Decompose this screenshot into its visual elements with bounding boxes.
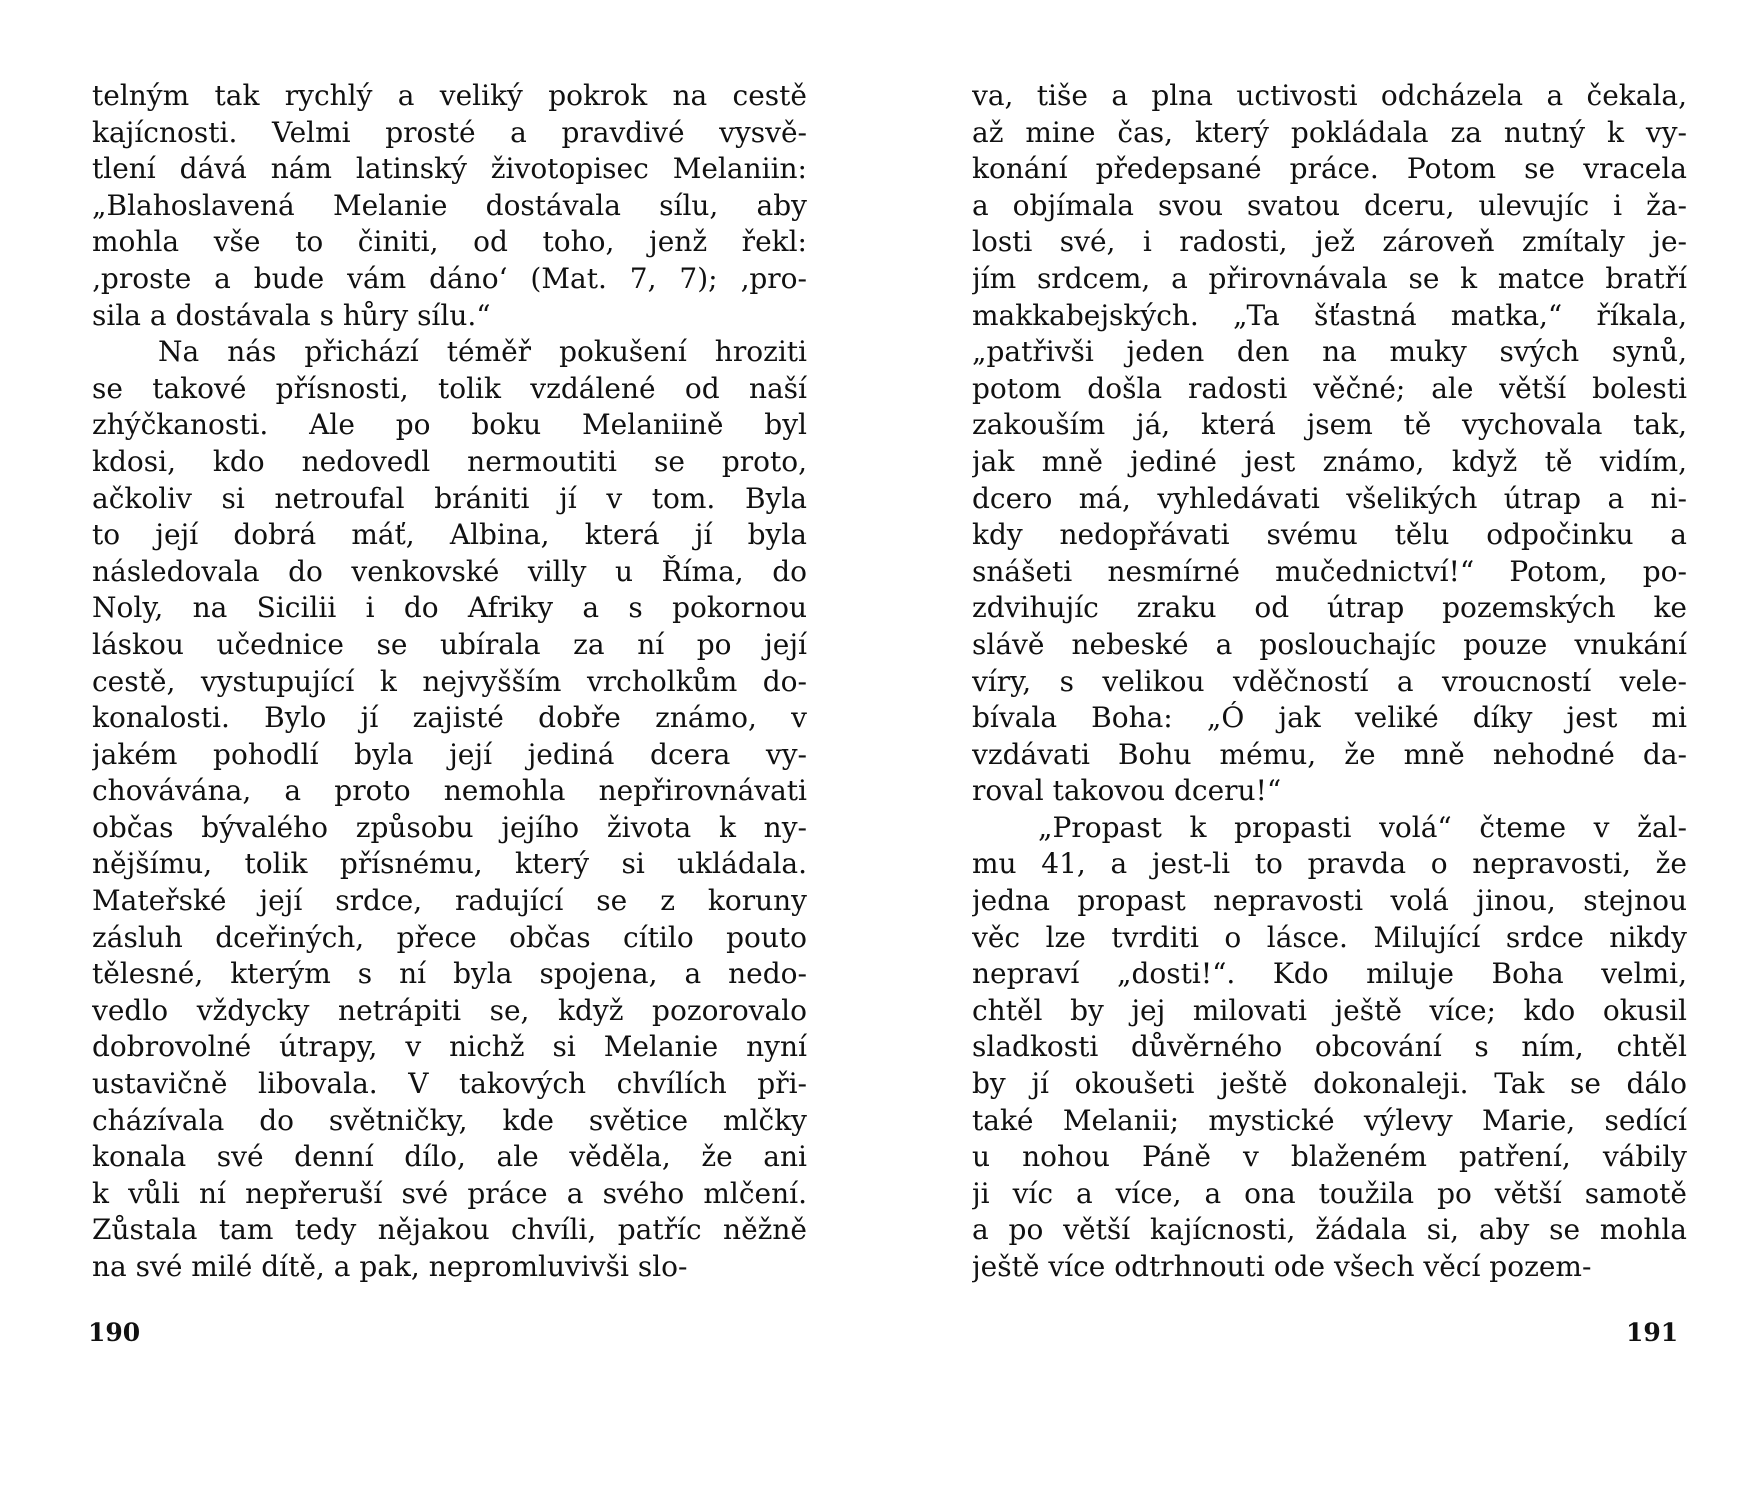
left-page-text <box>92 78 807 1286</box>
text-line: cestě, vystupující k nejvyšším vrcholkům do- <box>92 664 807 698</box>
text-line: tlení dává nám latinský životopisec Melaniin: <box>92 152 807 186</box>
text-line: ustavičně libovala. V takových chvílích při- <box>92 1067 807 1101</box>
text-line: zakouším já, která jsem tě vychovala tak, <box>972 408 1687 442</box>
text-line: Mateřské její srdce, radující se z koruny <box>92 884 807 918</box>
text-line: jakém pohodlí byla její jediná dcera vy- <box>92 737 807 771</box>
text-line: u nohou Páně v blaženém patření, vábily <box>972 1140 1687 1174</box>
text-line: kdosi, kdo nedovedl nermoutiti se proto, <box>92 444 807 478</box>
text-line: slávě nebeské a poslouchajíc pouze vnukání <box>972 627 1687 661</box>
text-line: roval takovou dceru!“ <box>972 774 1282 808</box>
text-line: jedna propast nepravosti volá jinou, stejnou <box>972 884 1687 918</box>
text-line: „Propast k propasti volá“ čteme v žal- <box>1038 810 1687 844</box>
text-line: sladkosti důvěrného obcování s ním, chtěl <box>972 1030 1687 1064</box>
text-line: sila a dostávala s hůry sílu.“ <box>92 298 491 332</box>
text-line: k vůli ní nepřeruší své práce a svého mlčení. <box>92 1176 807 1210</box>
text-line: telným tak rychlý a veliký pokrok na cestě <box>92 79 807 112</box>
text-line: věc lze tvrditi o lásce. Milující srdce nikdy <box>972 920 1687 954</box>
text-line: konání předepsané práce. Potom se vracela <box>972 152 1687 186</box>
text-line: zdvihujíc zraku od útrap pozemských ke <box>972 591 1687 625</box>
text-line: jím srdcem, a přirovnávala se k matce bratří <box>972 261 1687 295</box>
text-line: dcero má, vyhledávati všelikých útrap a ni- <box>972 481 1687 515</box>
text-line: ji víc a více, a ona toužila po větší samotě <box>972 1176 1687 1210</box>
text-line: chovávána, a proto nemohla nepřirovnávati <box>92 774 807 808</box>
text-line: ještě více odtrhnouti ode všech věcí pozem- <box>972 1250 1592 1283</box>
text-line: potom došla radosti věčné; ale větší bolesti <box>972 371 1687 405</box>
text-line: „Blahoslavená Melanie dostávala sílu, aby <box>92 188 807 222</box>
text-line: konalosti. Bylo jí zajisté dobře známo, v <box>92 701 807 735</box>
text-line: losti své, i radosti, jež zároveň zmítaly je- <box>972 225 1687 259</box>
text-line: zásluh dceřiných, přece občas cítilo pouto <box>92 920 807 954</box>
text-line: se takové přísnosti, tolik vzdálené od naší <box>92 371 807 405</box>
text-line: cházívala do světničky, kde světice mlčky <box>92 1103 807 1137</box>
text-line: kajícnosti. Velmi prosté a pravdivé vysvě- <box>92 115 807 149</box>
text-line: vedlo vždycky netrápiti se, když pozorovalo <box>92 993 807 1027</box>
text-line: va, tiše a plna uctivosti odcházela a čekala, <box>972 79 1687 112</box>
text-line: ačkoliv si netroufal brániti jí v tom. Byla <box>92 481 807 515</box>
left-page <box>92 78 807 1286</box>
text-line: dobrovolné útrapy, v nichž si Melanie nyní <box>92 1030 807 1064</box>
text-line: Noly, na Sicilii i do Afriky a s pokornou <box>92 591 807 625</box>
text-line: nepraví „dosti!“. Kdo miluje Boha velmi, <box>972 957 1687 991</box>
text-line: chtěl by jej milovati ještě více; kdo okusil <box>972 993 1687 1027</box>
text-line: občas bývalého způsobu jejího života k ny- <box>92 810 807 844</box>
text-line: zhýčkanosti. Ale po boku Melaniině byl <box>92 408 807 442</box>
text-line: Na nás přichází téměř pokušení hroziti <box>158 335 807 369</box>
text-line: a objímala svou svatou dceru, ulevujíc i ža- <box>972 188 1687 222</box>
text-line: tělesné, kterým s ní byla spojena, a nedo- <box>92 957 807 991</box>
text-line: „patřivši jeden den na muky svých synů, <box>972 335 1687 369</box>
text-line: nějšímu, tolik přísnému, který si ukládala. <box>92 847 807 881</box>
text-line: Zůstala tam tedy nějakou chvíli, patříc něžně <box>92 1213 807 1247</box>
text-line: ‚proste a bude vám dáno‘ (Mat. 7, 7); ‚pro- <box>92 261 807 295</box>
text-line: kdy nedopřávati svému tělu odpočinku a <box>972 518 1687 552</box>
right-page-number: 191 <box>1626 1318 1679 1347</box>
text-line: a po větší kajícnosti, žádala si, aby se mohla <box>972 1213 1687 1247</box>
text-line: konala své denní dílo, ale věděla, že ani <box>92 1140 807 1174</box>
text-line: na své milé dítě, a pak, nepromluvivši slo- <box>92 1250 688 1283</box>
text-line: také Melanii; mystické výlevy Marie, sedící <box>972 1103 1687 1137</box>
text-line: až mine čas, který pokládala za nutný k vy- <box>972 115 1687 149</box>
text-line: to její dobrá máť, Albina, která jí byla <box>92 518 807 552</box>
right-page-text <box>972 78 1687 1286</box>
text-line: mu 41, a jest-li to pravda o nepravosti, že <box>972 847 1687 881</box>
text-line: následovala do venkovské villy u Říma, do <box>92 554 807 588</box>
text-line: víry, s velikou vděčností a vroucností vele- <box>972 664 1687 698</box>
text-line: snášeti nesmírné mučednictví!“ Potom, po- <box>972 554 1687 588</box>
text-line: bívala Boha: „Ó jak veliké díky jest mi <box>972 701 1687 735</box>
right-page <box>972 78 1687 1286</box>
left-page-number: 190 <box>88 1318 141 1347</box>
text-line: by jí okoušeti ještě dokonaleji. Tak se dálo <box>972 1067 1687 1101</box>
text-line: láskou učednice se ubírala za ní po její <box>92 627 807 661</box>
text-line: jak mně jediné jest známo, když tě vidím, <box>972 444 1687 478</box>
text-line: makkabejských. „Ta šťastná matka,“ říkala, <box>972 298 1687 332</box>
text-line: mohla vše to činiti, od toho, jenž řekl: <box>92 225 807 259</box>
text-line: vzdávati Bohu mému, že mně nehodné da- <box>972 737 1687 771</box>
